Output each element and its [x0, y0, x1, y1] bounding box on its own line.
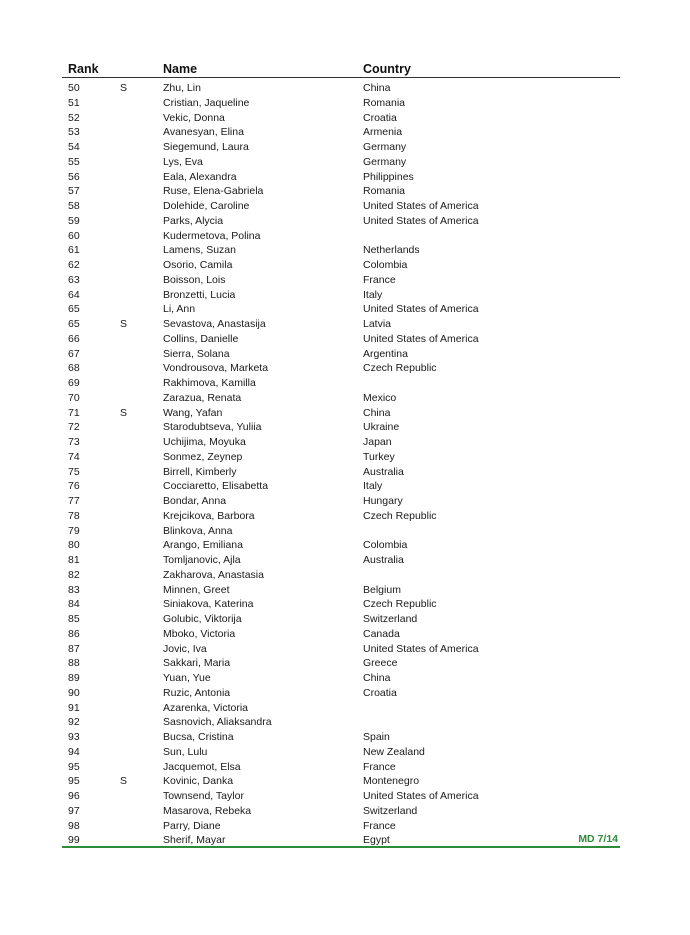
table-row: [62, 479, 620, 494]
name-cell: Rakhimova, Kamilla: [163, 377, 256, 389]
flag-cell: S: [120, 318, 128, 330]
table-row: [62, 804, 620, 819]
country-cell: Montenegro: [363, 775, 420, 788]
name-cell: Sonmez, Zeynep: [163, 450, 243, 463]
country-cell: Romania: [363, 185, 406, 198]
country-cell: Czech Republic: [363, 598, 437, 611]
country-cell: Czech Republic: [363, 362, 437, 375]
name-cell: Parks, Alycia: [163, 214, 224, 227]
country-cell: United States of America: [363, 214, 479, 227]
country-cell: France: [363, 819, 396, 832]
name-cell: Minnen, Greet: [163, 583, 230, 596]
rank-cell: 50: [68, 82, 80, 94]
name-cell: Sun, Lulu: [163, 745, 208, 758]
country-cell: Switzerland: [363, 804, 418, 817]
rank-cell: 77: [68, 495, 80, 507]
name-cell: Starodubtseva, Yuliia: [163, 421, 262, 434]
rank-cell: 75: [68, 465, 80, 478]
country-cell: Argentina: [363, 347, 408, 360]
rank-cell: 82: [68, 568, 80, 581]
name-cell: Eala, Alexandra: [163, 170, 237, 183]
rank-cell: 79: [68, 524, 80, 537]
name-cell: Krejcikova, Barbora: [163, 509, 255, 522]
country-cell: Armenia: [363, 126, 403, 139]
rank-cell: 57: [68, 185, 80, 198]
table-row: [62, 553, 620, 568]
rank-cell: 78: [68, 509, 80, 522]
name-cell: Osorio, Camila: [163, 259, 233, 271]
country-cell: Netherlands: [363, 244, 420, 257]
table-row: [62, 111, 620, 126]
country-cell: Philippines: [363, 170, 414, 183]
rank-cell: 54: [68, 141, 80, 153]
table-row: [62, 273, 620, 288]
flag-cell: S: [120, 82, 128, 94]
country-cell: France: [363, 760, 396, 773]
flag-cell: S: [120, 406, 128, 419]
rank-cell: 72: [68, 421, 80, 434]
table-row: [62, 656, 620, 671]
table-row: [62, 243, 620, 258]
rank-cell: 93: [68, 731, 80, 743]
country-cell: United States of America: [363, 642, 479, 655]
table-row: [62, 509, 620, 524]
country-cell: Czech Republic: [363, 509, 437, 522]
table-row: [62, 155, 620, 170]
table-row: [62, 465, 620, 480]
country-cell: Romania: [363, 96, 406, 109]
rank-cell: 80: [68, 539, 80, 552]
name-cell: Ruzic, Antonia: [163, 686, 231, 699]
name-cell: Masarova, Rebeka: [163, 804, 252, 817]
rank-cell: 88: [68, 657, 80, 670]
rank-cell: 95: [68, 775, 80, 788]
country-cell: Latvia: [363, 318, 392, 330]
name-cell: Bondar, Anna: [163, 495, 227, 507]
name-cell: Birrell, Kimberly: [163, 465, 237, 478]
country-cell: Italy: [363, 480, 383, 493]
country-cell: United States of America: [363, 790, 479, 802]
name-cell: Sasnovich, Aliaksandra: [163, 716, 272, 729]
header-country: Country: [363, 62, 411, 76]
country-cell: Croatia: [363, 111, 397, 124]
country-cell: Turkey: [363, 450, 395, 463]
rank-cell: 83: [68, 583, 80, 596]
table-row: [62, 435, 620, 450]
rank-cell: 96: [68, 790, 80, 802]
table-row: [62, 819, 620, 834]
table-row: [62, 760, 620, 775]
name-cell: Zarazua, Renata: [163, 391, 242, 404]
table-row: [62, 140, 620, 155]
table-row: [62, 774, 620, 789]
country-cell: Japan: [363, 436, 392, 448]
rank-cell: 73: [68, 436, 80, 448]
rank-cell: 95: [68, 760, 80, 773]
name-cell: Bucsa, Cristina: [163, 731, 234, 743]
rank-cell: 67: [68, 347, 80, 360]
table-row: [62, 288, 620, 303]
name-cell: Vekic, Donna: [163, 111, 225, 124]
name-cell: Collins, Danielle: [163, 332, 239, 345]
table-row: [62, 730, 620, 745]
table-row: [62, 627, 620, 642]
name-cell: Zakharova, Anastasia: [163, 568, 264, 581]
table-row: [62, 745, 620, 760]
flag-cell: S: [120, 775, 128, 788]
name-cell: Townsend, Taylor: [163, 790, 244, 802]
country-cell: Spain: [363, 731, 390, 743]
rank-cell: 69: [68, 377, 80, 389]
table-row: [62, 789, 620, 804]
table-row: [62, 391, 620, 406]
table-row: [62, 524, 620, 539]
table-row: [62, 96, 620, 111]
header-name: Name: [163, 62, 198, 76]
rank-cell: 65: [68, 303, 80, 316]
table-row: [62, 715, 620, 730]
table-row: [62, 494, 620, 509]
name-cell: Bronzetti, Lucia: [163, 288, 236, 301]
rank-cell: 84: [68, 598, 80, 611]
table-row: [62, 671, 620, 686]
rank-cell: 55: [68, 155, 80, 168]
name-cell: Parry, Diane: [163, 819, 221, 832]
table-row: [62, 538, 620, 553]
country-cell: China: [363, 82, 391, 94]
name-cell: Jovic, Iva: [163, 642, 207, 655]
country-cell: Switzerland: [363, 613, 418, 625]
table-row: [62, 199, 620, 214]
table-row: [62, 420, 620, 435]
rank-cell: 65: [68, 318, 80, 330]
table-row: [62, 317, 620, 332]
rank-cell: 59: [68, 214, 80, 227]
name-cell: Zhu, Lin: [163, 82, 201, 94]
country-cell: Croatia: [363, 686, 397, 699]
name-cell: Tomljanovic, Ajla: [163, 554, 241, 566]
rank-cell: 58: [68, 200, 80, 212]
country-cell: China: [363, 406, 391, 419]
name-cell: Lamens, Suzan: [163, 244, 236, 257]
table-row: [62, 406, 620, 421]
table-row: [62, 229, 620, 244]
table-row: [62, 361, 620, 376]
rank-cell: 53: [68, 126, 80, 139]
table-row: [62, 258, 620, 273]
name-cell: Cristian, Jaqueline: [163, 96, 250, 109]
table-row: [62, 332, 620, 347]
name-cell: Sakkari, Maria: [163, 657, 231, 670]
rank-cell: 70: [68, 391, 80, 404]
table-row: [62, 686, 620, 701]
rank-cell: 89: [68, 672, 80, 684]
rank-cell: 63: [68, 273, 80, 286]
rank-cell: 61: [68, 244, 80, 257]
rank-cell: 60: [68, 229, 80, 242]
country-cell: United States of America: [363, 332, 479, 345]
rank-cell: 62: [68, 259, 80, 271]
name-cell: Avanesyan, Elina: [163, 126, 244, 139]
rank-cell: 92: [68, 716, 80, 729]
rank-cell: 74: [68, 450, 80, 463]
country-cell: Canada: [363, 627, 400, 640]
name-cell: Yuan, Yue: [163, 672, 211, 684]
rank-cell: 90: [68, 686, 80, 699]
rank-cell: 97: [68, 804, 80, 817]
table-row: [62, 184, 620, 199]
name-cell: Sevastova, Anastasija: [163, 318, 266, 330]
country-cell: United States of America: [363, 303, 479, 316]
name-cell: Wang, Yafan: [163, 406, 223, 419]
country-cell: United States of America: [363, 200, 479, 212]
table-row: [62, 214, 620, 229]
table-row: [62, 583, 620, 598]
country-cell: Mexico: [363, 391, 397, 404]
header-rank: Rank: [68, 62, 99, 76]
table-row: [62, 597, 620, 612]
country-cell: France: [363, 273, 396, 286]
name-cell: Kovinic, Danka: [163, 775, 234, 788]
table-row: [62, 568, 620, 583]
rank-cell: 56: [68, 170, 80, 183]
table-row: [62, 450, 620, 465]
country-cell: Belgium: [363, 583, 401, 596]
name-cell: Siniakova, Katerina: [163, 598, 254, 611]
footer-tag: MD 7/14: [578, 833, 618, 845]
name-cell: Kudermetova, Polina: [163, 229, 261, 242]
name-cell: Cocciaretto, Elisabetta: [163, 480, 269, 493]
rank-cell: 52: [68, 111, 80, 124]
name-cell: Vondrousova, Marketa: [163, 362, 269, 375]
table-row: [62, 701, 620, 716]
name-cell: Siegemund, Laura: [163, 141, 249, 153]
country-cell: Germany: [363, 141, 407, 153]
name-cell: Ruse, Elena-Gabriela: [163, 185, 264, 198]
name-cell: Sherif, Mayar: [163, 834, 226, 847]
rank-cell: 66: [68, 332, 80, 345]
country-cell: Australia: [363, 554, 404, 566]
rank-cell: 51: [68, 96, 80, 109]
name-cell: Arango, Emiliana: [163, 539, 243, 552]
rank-cell: 91: [68, 701, 80, 714]
rank-cell: 81: [68, 554, 80, 566]
rank-cell: 85: [68, 613, 80, 625]
name-cell: Li, Ann: [163, 303, 196, 316]
footer-divider: [62, 846, 620, 848]
country-cell: New Zealand: [363, 745, 425, 758]
name-cell: Mboko, Victoria: [163, 627, 236, 640]
name-cell: Boisson, Lois: [163, 273, 226, 286]
country-cell: Colombia: [363, 259, 408, 271]
name-cell: Jacquemot, Elsa: [163, 760, 241, 773]
rank-cell: 71: [68, 406, 80, 419]
country-cell: Ukraine: [363, 421, 400, 434]
table-row: [62, 376, 620, 391]
table-row: [62, 170, 620, 185]
country-cell: China: [363, 672, 391, 684]
table-row: [62, 612, 620, 627]
table-row: [62, 347, 620, 362]
country-cell: Italy: [363, 288, 383, 301]
country-cell: Australia: [363, 465, 404, 478]
name-cell: Dolehide, Caroline: [163, 200, 250, 212]
rank-cell: 86: [68, 627, 80, 640]
table-row: [62, 125, 620, 140]
rank-cell: 64: [68, 288, 80, 301]
name-cell: Sierra, Solana: [163, 347, 230, 360]
table-header: [62, 62, 620, 78]
country-cell: Hungary: [363, 495, 403, 507]
name-cell: Azarenka, Victoria: [163, 701, 249, 714]
country-cell: Colombia: [363, 539, 408, 552]
table-row: [62, 302, 620, 317]
name-cell: Blinkova, Anna: [163, 524, 233, 537]
rank-cell: 99: [68, 834, 80, 847]
country-cell: Greece: [363, 657, 398, 670]
rank-cell: 76: [68, 480, 80, 493]
name-cell: Golubic, Viktorija: [163, 613, 242, 625]
rank-cell: 87: [68, 642, 80, 655]
rank-cell: 98: [68, 819, 80, 832]
ranking-list: [62, 81, 620, 848]
name-cell: Uchijima, Moyuka: [163, 436, 246, 448]
country-cell: Egypt: [363, 834, 390, 847]
table-row: [62, 81, 620, 96]
rank-cell: 68: [68, 362, 80, 375]
rank-cell: 94: [68, 745, 80, 758]
country-cell: Germany: [363, 155, 407, 168]
name-cell: Lys, Eva: [163, 155, 203, 168]
table-row: [62, 642, 620, 657]
